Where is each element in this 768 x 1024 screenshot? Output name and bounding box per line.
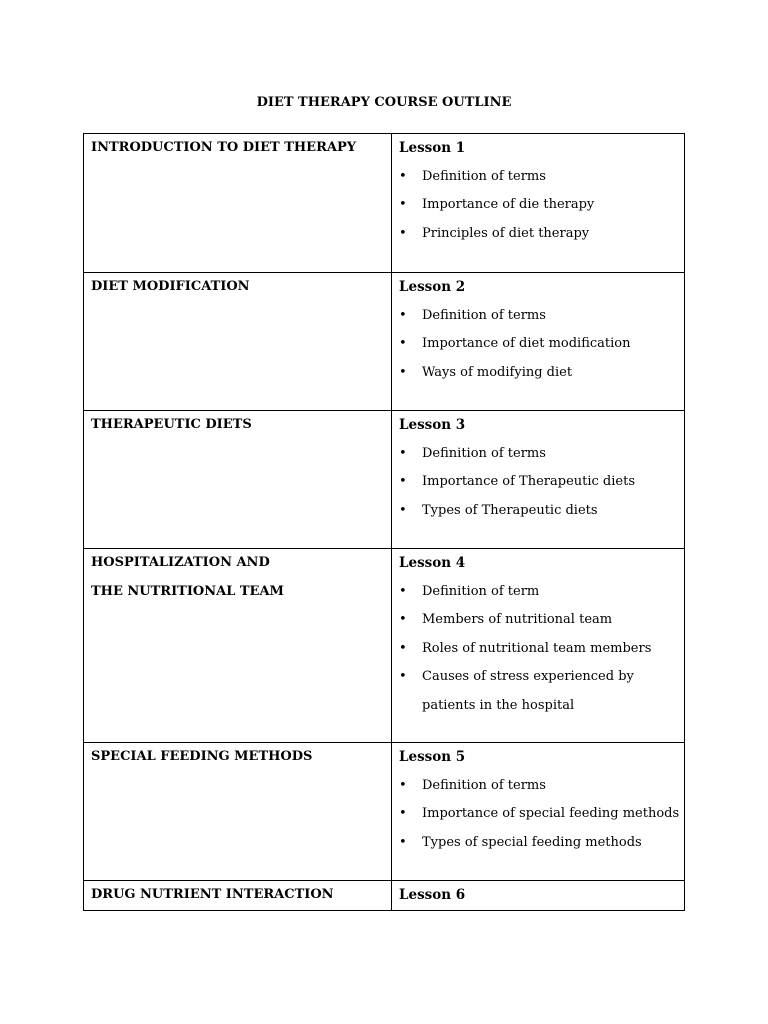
list-item: • Types of Therapeutic diets	[399, 497, 684, 526]
topic-cell: DRUG NUTRIENT INTERACTION	[84, 881, 392, 911]
bullet-list	[399, 578, 684, 721]
bullet-list	[399, 302, 684, 388]
topic-cell: DIET MODIFICATION	[84, 273, 392, 411]
list-item: • Roles of nutritional team members	[399, 635, 684, 664]
lesson-label: Lesson 4	[399, 555, 466, 571]
table-row	[84, 134, 685, 273]
lesson-cell	[392, 881, 685, 911]
topic-cell: THERAPEUTIC DIETS	[84, 411, 392, 549]
course-outline-table	[83, 133, 685, 911]
list-item: • Definition of terms	[399, 163, 684, 192]
lesson-cell	[392, 743, 685, 881]
list-item: • Members of nutritional team	[399, 606, 684, 635]
topic-cell: INTRODUCTION TO DIET THERAPY	[84, 134, 392, 273]
list-item: • Principles of diet therapy	[399, 220, 684, 249]
list-item: • Importance of Therapeutic diets	[399, 468, 684, 497]
list-item: • Types of special feeding methods	[399, 829, 684, 858]
lesson-label: Lesson 2	[399, 279, 466, 295]
topic-cell: SPECIAL FEEDING METHODS	[84, 743, 392, 881]
lesson-label: Lesson 1	[399, 140, 466, 156]
list-item: • Definition of terms	[399, 772, 684, 801]
lesson-cell	[392, 549, 685, 743]
table-row	[84, 549, 685, 743]
list-item: • Ways of modifying diet	[399, 359, 684, 388]
table-row	[84, 411, 685, 549]
list-item: • Importance of special feeding methods	[399, 800, 684, 829]
table-row	[84, 273, 685, 411]
lesson-label: Lesson 6	[399, 887, 466, 903]
lesson-label: Lesson 3	[399, 417, 466, 433]
bullet-list	[399, 772, 684, 858]
bullet-list	[399, 163, 684, 249]
lesson-cell	[392, 411, 685, 549]
list-item: • Definition of terms	[399, 440, 684, 469]
topic-text: HOSPITALIZATION AND THE NUTRITIONAL TEAM	[91, 555, 284, 599]
lesson-label: Lesson 5	[399, 749, 466, 765]
topic-cell	[84, 549, 392, 743]
list-item: • Causes of stress experienced by patients in the hospital	[399, 663, 684, 720]
list-item: • Definition of terms	[399, 302, 684, 331]
list-item: • Definition of term	[399, 578, 684, 607]
lesson-cell	[392, 273, 685, 411]
list-item: • Importance of die therapy	[399, 191, 684, 220]
lesson-cell	[392, 134, 685, 273]
table-row	[84, 743, 685, 881]
page-title: DIET THERAPY COURSE OUTLINE	[256, 95, 512, 110]
list-item: • Importance of diet modification	[399, 330, 684, 359]
table-row	[84, 881, 685, 911]
bullet-list	[399, 440, 684, 526]
